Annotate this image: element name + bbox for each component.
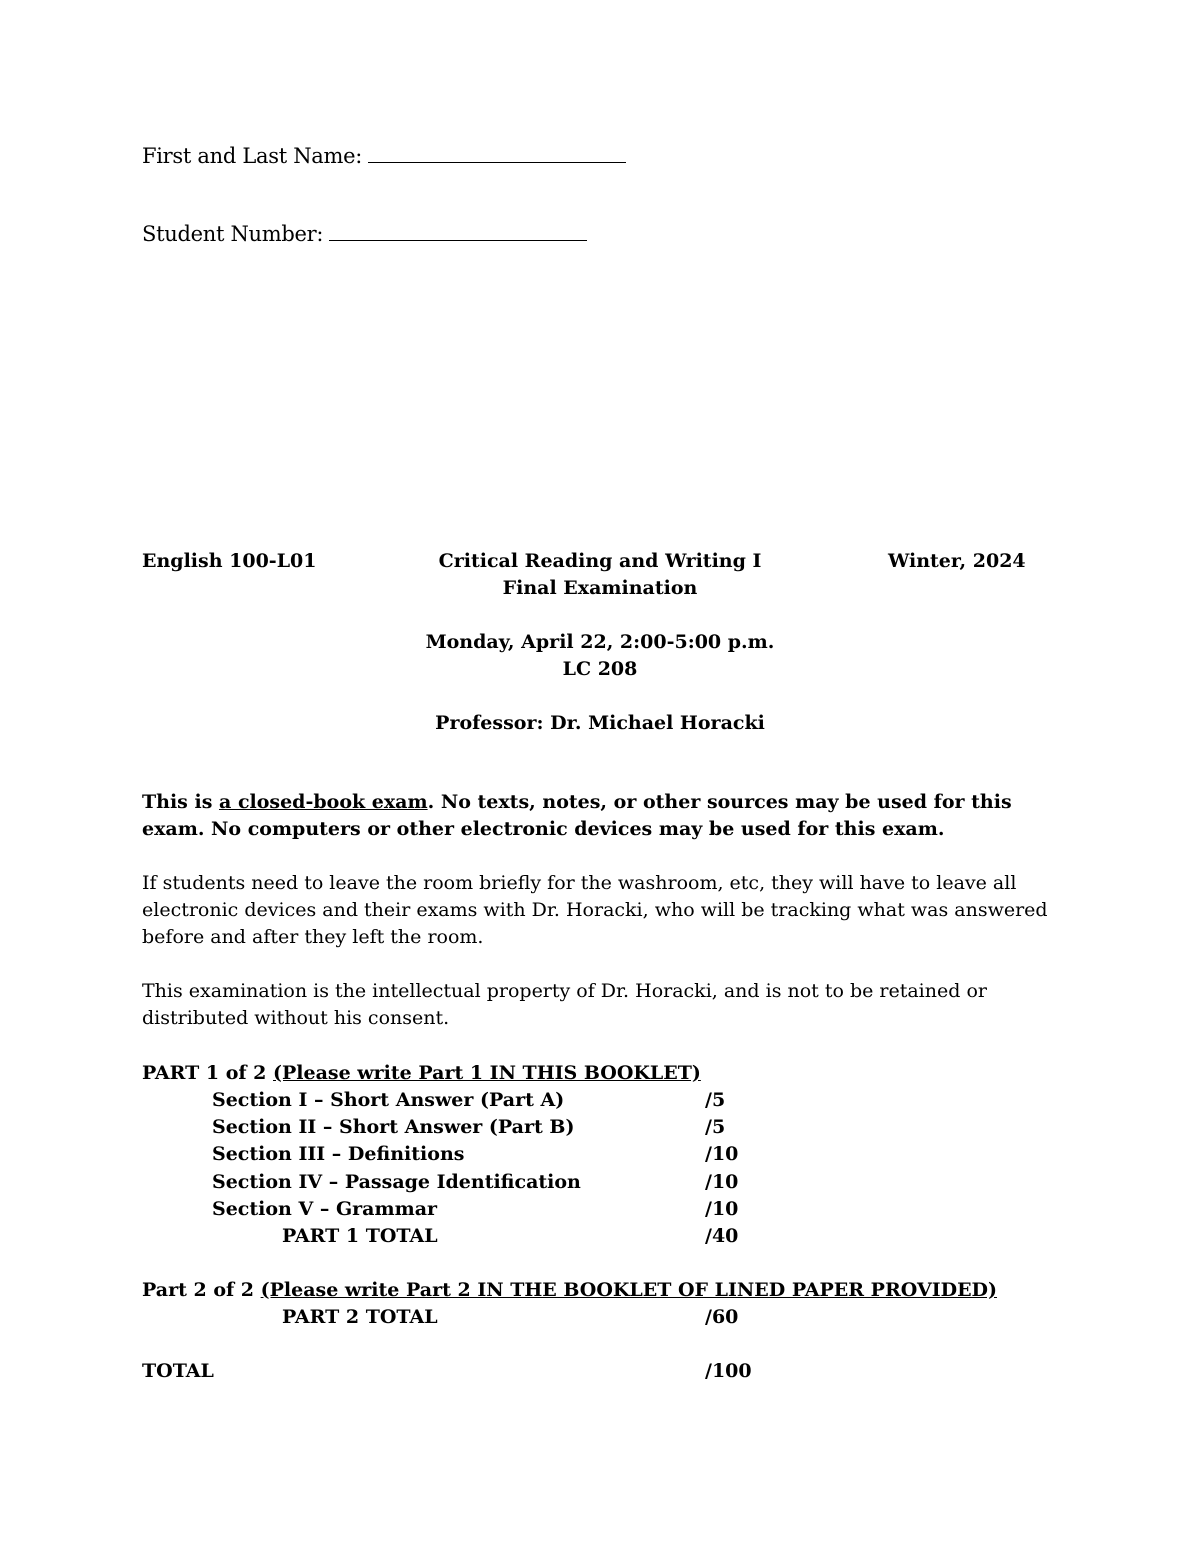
grand-total-score: /100 — [705, 1360, 752, 1382]
section-row-score: /10 — [705, 1143, 739, 1165]
exam-datetime: Monday, April 22, 2:00-5:00 p.m. — [425, 631, 775, 653]
part1-instruction: (Please write Part 1 IN THIS BOOKLET) — [273, 1062, 701, 1084]
part1-total-label: PART 1 TOTAL — [282, 1225, 438, 1247]
professor-name: Professor: Dr. Michael Horacki — [435, 712, 765, 734]
name-blank-line[interactable] — [368, 161, 626, 163]
part1-label: PART 1 of 2 — [142, 1062, 267, 1084]
part2-instruction: (Please write Part 2 IN THE BOOKLET OF LINED PAPER PROVIDED) — [260, 1279, 998, 1301]
part2-total-label: PART 2 TOTAL — [282, 1306, 438, 1328]
course-code: English 100-L01 — [142, 550, 317, 572]
part2-total-score: /60 — [705, 1306, 739, 1328]
student-number-blank-line[interactable] — [329, 239, 587, 241]
grand-total-label: TOTAL — [142, 1360, 214, 1382]
part2-heading — [142, 1279, 997, 1301]
student-number-label: Student Number: — [142, 222, 324, 246]
intellectual-property-notice: This examination is the intellectual property of Dr. Horacki, and is not to be retained or distributed without his consent. — [142, 980, 987, 1029]
part1-heading — [142, 1062, 701, 1084]
name-field-label: First and Last Name: — [142, 144, 363, 168]
notice-rest: . No texts, notes, or other sources may be used for this exam. No computers or other electronic devices may be used for this exam. — [142, 791, 1012, 840]
notice-lead: This is — [142, 791, 220, 813]
section-row-score: /5 — [705, 1116, 726, 1138]
section-row-label: Section II – Short Answer (Part B) — [212, 1116, 575, 1138]
name-field — [142, 144, 626, 168]
section-row-label: Section IV – Passage Identification — [212, 1171, 581, 1193]
section-row-label: Section I – Short Answer (Part A) — [212, 1089, 565, 1111]
exam-type: Final Examination — [502, 577, 698, 599]
part1-total-score: /40 — [705, 1225, 739, 1247]
exam-term: Winter, 2024 — [888, 550, 1026, 572]
section-row-score: /10 — [705, 1171, 739, 1193]
course-title: Critical Reading and Writing I — [438, 550, 762, 572]
part2-label: Part 2 of 2 — [142, 1279, 255, 1301]
exam-room: LC 208 — [562, 658, 638, 680]
section-row-score: /5 — [705, 1089, 726, 1111]
washroom-policy: If students need to leave the room briefly for the washroom, etc, they will have to leave all electronic devices and their exams with Dr. Horacki, who will be tracking what was answered before and after they left the room. — [142, 872, 1048, 948]
notice-closed-book: a closed-book exam — [219, 791, 428, 813]
section-row-label: Section III – Definitions — [212, 1143, 465, 1165]
closed-book-notice — [142, 789, 1062, 843]
student-number-field — [142, 222, 587, 246]
section-row-label: Section V – Grammar — [212, 1198, 438, 1220]
section-row-score: /10 — [705, 1198, 739, 1220]
